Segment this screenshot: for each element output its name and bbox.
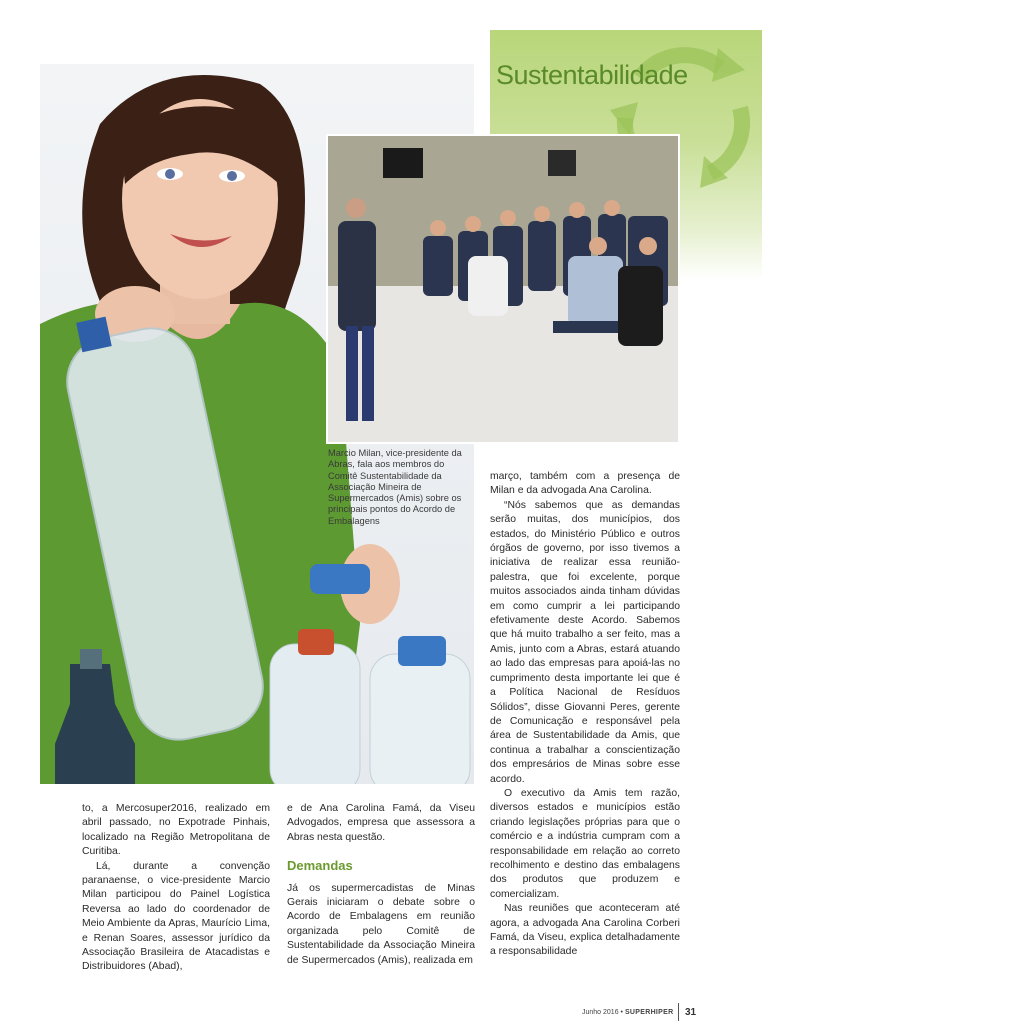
meeting-photo	[328, 136, 678, 442]
footer-bullet: •	[620, 1009, 623, 1016]
subheading-demandas: Demandas	[287, 858, 353, 874]
footer-brand: SUPERHIPER	[624, 1009, 674, 1016]
page-number: 31	[685, 1007, 697, 1018]
text-column-1	[82, 802, 270, 975]
paragraph: “Nós sabemos que as demandas serão muitas, dos municípios, dos estados, do Ministério Público e outros órgãos de governo, por isso tivemos a iniciativa de realizar essa reunião-palestra, que foi excelente, porque muitos associados ainda tinham dúvidas em como cumprir a lei participando efetivamente deste Acordo. Sabemos que há muito trabalho a ser feito, mas a Amis, junto com a Abras, estará atuando ao lado das empresas para apoiá-las no cumprimento desta importante lei que é a Política Nacional de Resíduos Sólidos”, disse Giovanni Peres, gerente de Comunicação e responsável pela área de Sustentabilidade da Amis, que continua a trabalhar a conscientização dos empresários de Minas sobre esse acordo.	[490, 499, 680, 785]
text-column-3	[490, 470, 680, 960]
paragraph: Lá, durante a convenção paranaense, o vice-presidente Marcio Milan participou do Painel Logística Reversa ao lado do coordenador de Meio Ambiente da Apras, Maurício Lima, e Renan Soares, assessor jurídico da Associação Brasileira de Atacadistas e Distribuidores (Abad),	[82, 860, 270, 973]
paragraph: março, também com a presença de Milan e da advogada Ana Carolina.	[490, 471, 680, 497]
section-title: Sustentabilidade	[496, 60, 688, 90]
paragraph: Nas reuniões que aconteceram até agora, a advogada Ana Carolina Corberi Famá, da Viseu, explica detalhadamente a responsabilidade	[490, 903, 680, 958]
page-footer	[582, 1009, 673, 1016]
text-column-2	[287, 802, 475, 968]
footer-divider	[678, 1003, 679, 1021]
paragraph: Já os supermercadistas de Minas Gerais iniciaram o debate sobre o Acordo de Embalagens em reunião organizada pelo Comitê de Sustentabilidade da Associação Mineira de Supermercados (Amis), realizada em	[287, 882, 475, 966]
photo-caption: Marcio Milan, vice-presidente da Abras, fala aos membros do Comitê Sustentabilidade da Associação Mineira de Supermercados (Amis) sobre os principais pontos do Acordo de Embalagens	[328, 448, 462, 526]
paragraph: e de Ana Carolina Famá, da Viseu Advogados, empresa que assessora a Abras nesta questão.	[287, 803, 475, 843]
paragraph: O executivo da Amis tem razão, diversos estados e municípios estão criando legislações próprias para que o comércio e a indústria cumpram com a responsabilidade em relação ao correto recolhimento e destino das embalagens dos produtos que produzem e comercializam.	[490, 787, 680, 900]
paragraph: to, a Mercosuper2016, realizado em abril passado, no Expotrade Pinhais, localizado na Região Metropolitana de Curitiba.	[82, 803, 270, 858]
footer-date: Junho 2016	[582, 1009, 619, 1016]
